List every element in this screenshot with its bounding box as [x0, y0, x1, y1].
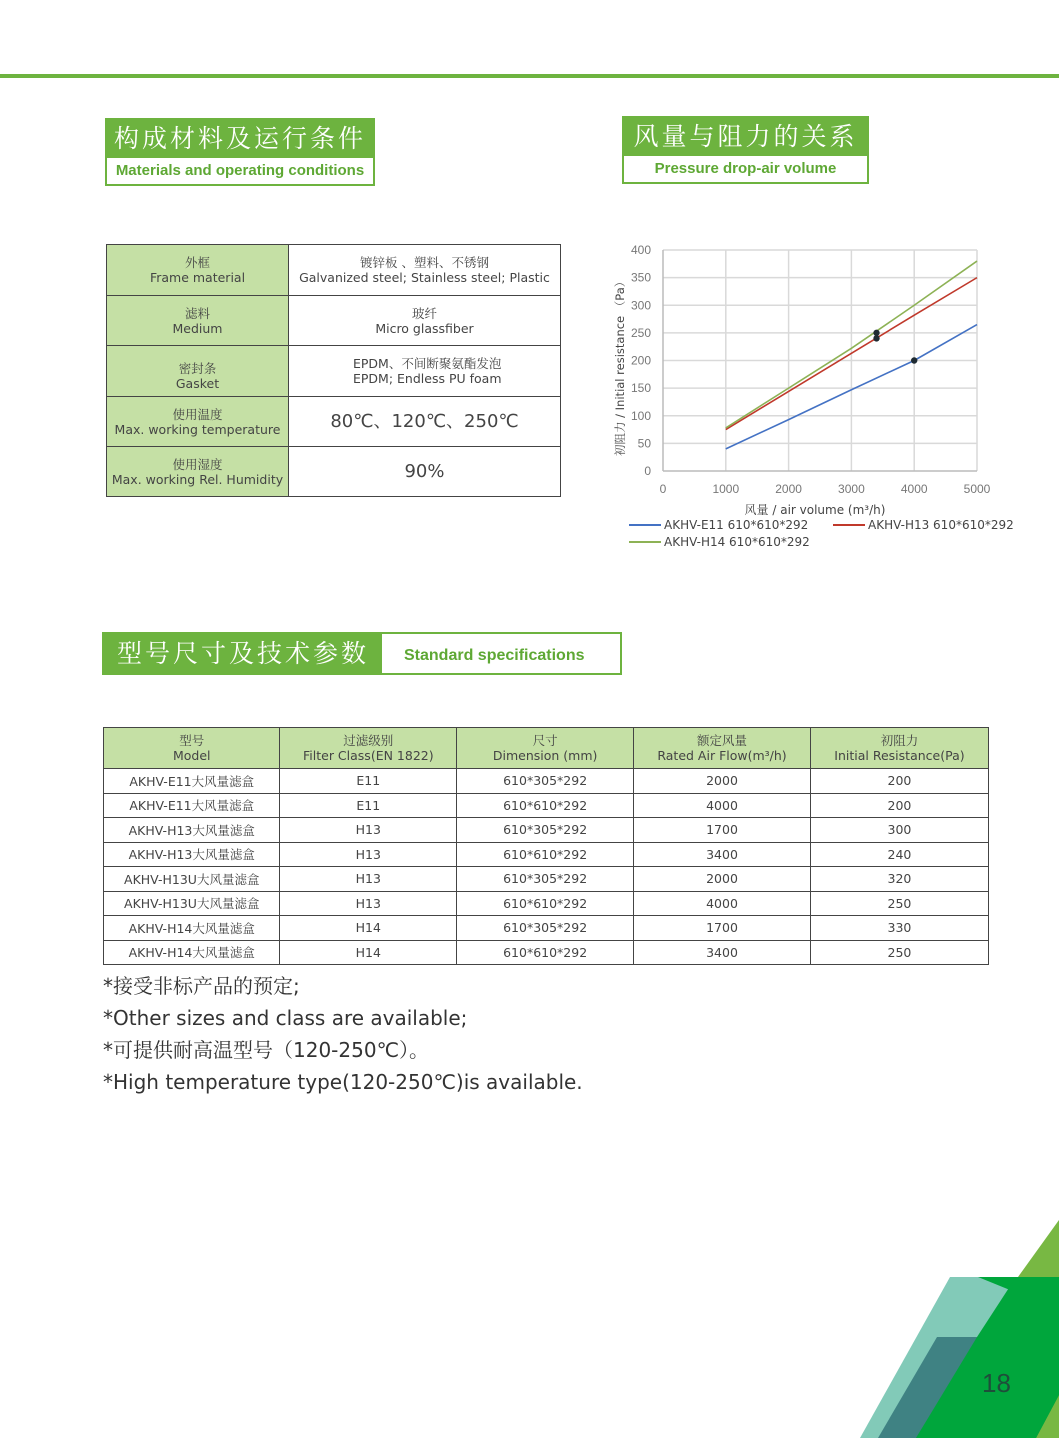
table-cell: 1700: [634, 818, 811, 843]
table-cell: AKHV-H14大风量滤盒: [104, 940, 280, 965]
table-cell: 240: [810, 842, 988, 867]
y-tick-label: 250: [630, 325, 651, 340]
pressure-title-en: Pressure drop-air volume: [654, 160, 837, 177]
table-cell: AKHV-E11大风量滤盒: [104, 793, 280, 818]
label-zh: 密封条: [178, 361, 217, 376]
y-tick-label: 350: [630, 270, 651, 285]
label-zh: 滤料: [184, 305, 210, 321]
value-en: Micro glassfiber: [375, 320, 474, 336]
table-cell: H14: [280, 940, 457, 965]
table-cell: H13: [280, 842, 457, 867]
chart-y-axis-label: 初阻力 / Initial resistance （Pa）: [613, 275, 627, 456]
table-cell: 2000: [634, 867, 811, 892]
table-cell: H13: [280, 818, 457, 843]
header-zh: 过滤级别: [343, 733, 394, 748]
legend-label: AKHV-H13 610*610*292: [868, 518, 1014, 532]
y-tick-label: 200: [630, 353, 651, 368]
note-line: *High temperature type(120-250℃)is available.: [103, 1070, 583, 1094]
note-line: *Other sizes and class are available;: [103, 1006, 468, 1030]
y-tick-label: 100: [630, 408, 651, 423]
note-line: *接受非标产品的预定;: [103, 974, 300, 998]
table-cell: 300: [810, 818, 988, 843]
header-en: Dimension (mm): [492, 748, 598, 763]
table-cell: 250: [810, 940, 988, 965]
table-cell: 1700: [634, 916, 811, 941]
table-cell: 200: [810, 793, 988, 818]
chart-x-axis-label: 风量 / air volume (m³/h): [744, 503, 886, 517]
page-number: 18: [982, 1368, 1011, 1398]
x-tick-label: 2000: [775, 482, 802, 496]
table-cell: 610*610*292: [457, 793, 634, 818]
table-cell: AKHV-H13U大风量滤盒: [104, 891, 280, 916]
table-cell: 610*305*292: [457, 916, 634, 941]
x-tick-label: 5000: [963, 482, 991, 496]
pressure-title-zh: 风量与阻力的关系: [624, 118, 867, 156]
header-en: Filter Class(EN 1822): [303, 748, 434, 763]
label-zh: 使用温度: [172, 406, 223, 422]
x-tick-label: 4000: [900, 482, 928, 496]
x-tick-label: 0: [659, 482, 667, 496]
table-cell: 610*610*292: [457, 891, 634, 916]
y-tick-label: 400: [630, 243, 651, 257]
header-en: Initial Resistance(Pa): [834, 748, 965, 763]
label-en: Max. working temperature: [114, 421, 281, 437]
materials-value-cell: 90%: [289, 447, 561, 497]
table-cell: E11: [280, 793, 457, 818]
value-zh: 镀锌板 、塑料、不锈钢: [360, 255, 489, 270]
header-en: Model: [172, 748, 211, 763]
table-cell: 250: [810, 891, 988, 916]
y-tick-label: 0: [644, 464, 651, 478]
table-cell: AKHV-H13U大风量滤盒: [104, 867, 280, 892]
label-en: Medium: [172, 320, 223, 336]
table-cell: 200: [810, 769, 988, 794]
table-cell: 4000: [634, 793, 811, 818]
y-tick-label: 150: [630, 381, 651, 396]
label-en: Frame material: [149, 270, 246, 285]
value-en: EPDM; Endless PU foam: [353, 371, 502, 386]
note-line: *可提供耐高温型号（120-250℃）。: [103, 1038, 430, 1062]
value-zh: 玻纤: [411, 305, 437, 321]
label-en: Gasket: [175, 376, 220, 391]
label-zh: 外框: [184, 255, 210, 270]
table-cell: AKHV-E11大风量滤盒: [104, 769, 280, 794]
table-cell: E11: [280, 769, 457, 794]
table-cell: 610*305*292: [457, 818, 634, 843]
value-zh: EPDM、不间断聚氨酯发泡: [353, 356, 502, 371]
table-cell: 610*305*292: [457, 867, 634, 892]
legend-label: AKHV-H14 610*610*292: [664, 535, 810, 549]
table-cell: H14: [280, 916, 457, 941]
table-cell: AKHV-H14大风量滤盒: [104, 916, 280, 941]
table-cell: 610*305*292: [457, 769, 634, 794]
label-zh: 使用湿度: [172, 456, 223, 472]
specs-title-en: Standard specifications: [404, 647, 585, 664]
value-en: Galvanized steel; Stainless steel; Plastic: [299, 270, 550, 285]
table-cell: H13: [280, 867, 457, 892]
header-zh: 尺寸: [532, 733, 558, 748]
specs-title-zh: 型号尺寸及技术参数: [104, 634, 382, 673]
table-cell: 4000: [634, 891, 811, 916]
table-cell: 3400: [634, 842, 811, 867]
table-cell: H13: [280, 891, 457, 916]
table-cell: 2000: [634, 769, 811, 794]
header-zh: 初阻力: [880, 733, 919, 748]
header-zh: 额定风量: [697, 733, 748, 748]
table-cell: 330: [810, 916, 988, 941]
table-cell: AKHV-H13大风量滤盒: [104, 842, 280, 867]
header-en: Rated Air Flow(m³/h): [657, 748, 787, 763]
header-zh: 型号: [179, 733, 205, 748]
table-cell: AKHV-H13大风量滤盒: [104, 818, 280, 843]
table-cell: 320: [810, 867, 988, 892]
label-en: Max. working Rel. Humidity: [111, 471, 284, 487]
x-tick-label: 3000: [838, 482, 865, 496]
y-tick-label: 300: [630, 298, 651, 313]
table-cell: 3400: [634, 940, 811, 965]
x-tick-label: 1000: [712, 482, 740, 496]
table-cell: 610*610*292: [457, 940, 634, 965]
y-tick-label: 50: [637, 436, 651, 451]
table-cell: 610*610*292: [457, 842, 634, 867]
materials-title-zh: 构成材料及运行条件: [107, 120, 373, 158]
materials-value-cell: 80℃、120℃、250℃: [289, 397, 561, 447]
materials-title-en: Materials and operating conditions: [115, 162, 365, 179]
legend-label: AKHV-E11 610*610*292: [664, 518, 809, 532]
